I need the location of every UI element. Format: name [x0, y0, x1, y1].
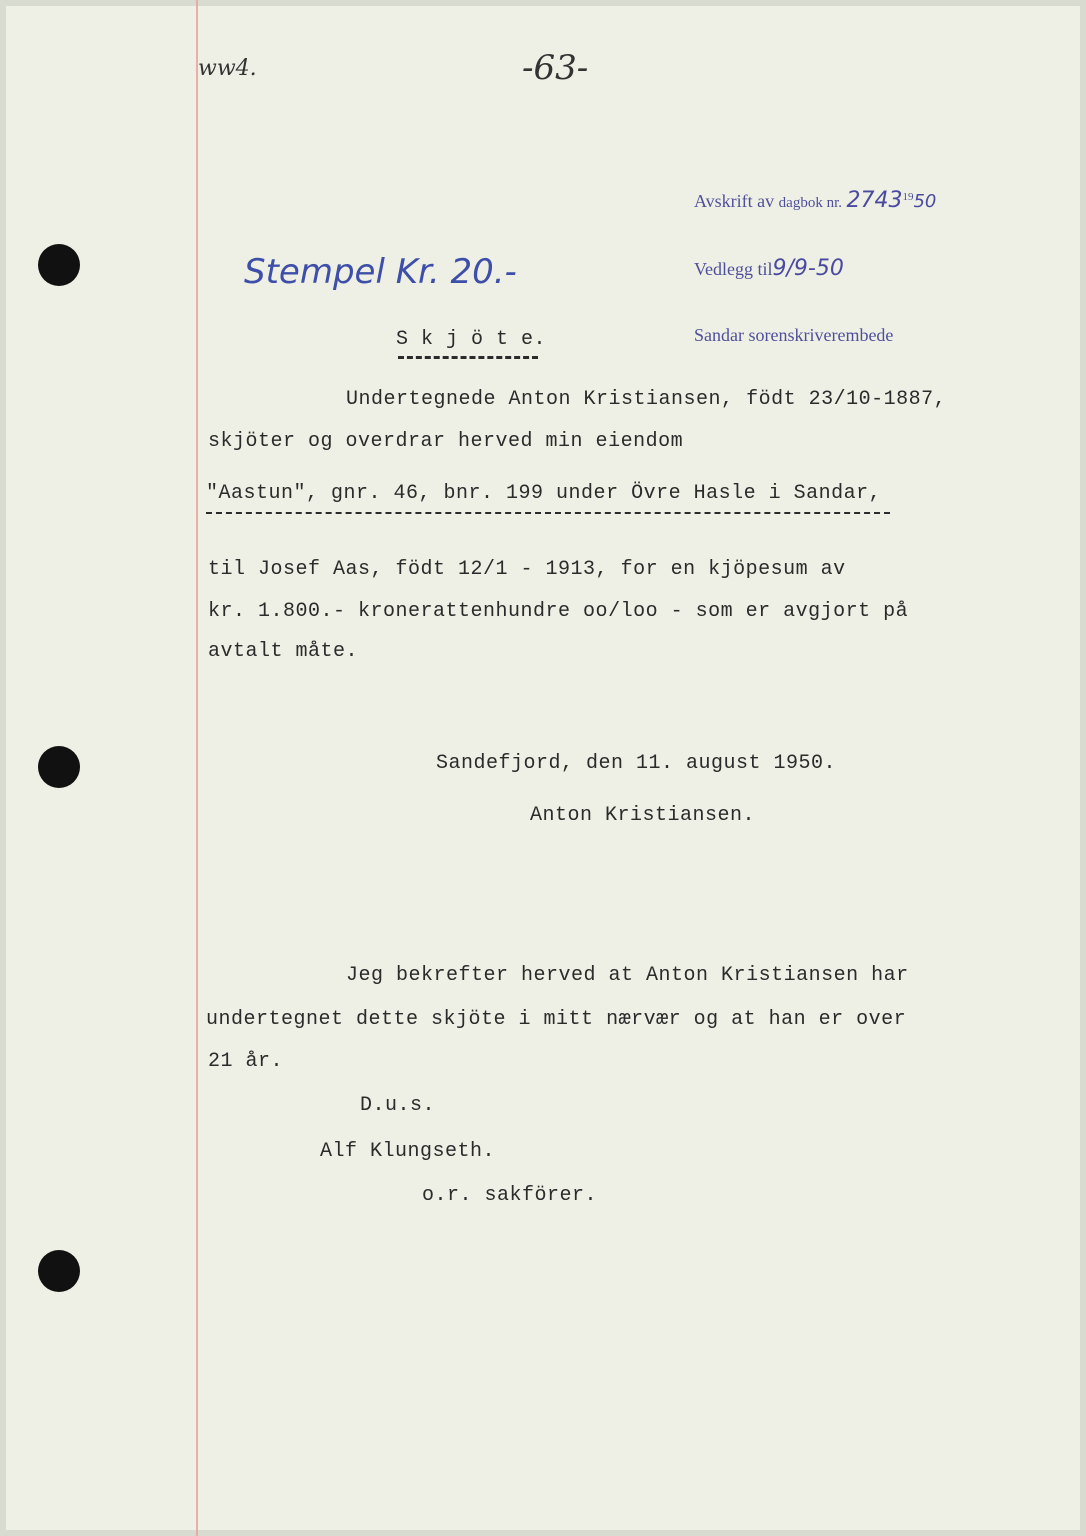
stamp-year: 50	[913, 191, 937, 212]
punch-hole-bottom	[38, 1250, 80, 1292]
stamp-dagbok-number: 2743	[846, 188, 903, 213]
punch-hole-top	[38, 244, 80, 286]
signer-name: Anton Kristiansen.	[530, 804, 756, 827]
registration-stamp	[694, 142, 936, 390]
witness-title: o.r. sakförer.	[422, 1184, 598, 1207]
margin-line	[196, 0, 198, 1536]
attestation-line1: Jeg bekrefter herved at Anton Kristiansen har	[346, 964, 909, 987]
body-p2-line1: til Josef Aas, födt 12/1 - 1913, for en kjöpesum av	[208, 558, 846, 581]
stamp-line-2	[694, 258, 936, 280]
stamp-line-1	[694, 186, 936, 214]
stamp-line-3	[694, 324, 936, 346]
body-p1-line3: "Aastun", gnr. 46, bnr. 199 under Övre Hasle i Sandar,	[206, 482, 882, 505]
stamp-avskrift: Avskrift av	[694, 191, 775, 211]
property-underline	[206, 512, 890, 514]
stamp-vedlegg: Vedlegg til	[694, 259, 773, 279]
punch-hole-middle	[38, 746, 80, 788]
body-p2-line2: kr. 1.800.- kronerattenhundre oo/loo - som er avgjort på	[208, 600, 909, 623]
stamp-office: Sandar sorenskriverembede	[694, 325, 894, 345]
attestation-line3: 21 år.	[208, 1050, 284, 1073]
stamp-date: 9/9-50	[772, 256, 844, 281]
corner-mark: ww4.	[198, 56, 257, 81]
document-title: S k j ö t e.	[396, 328, 547, 351]
page-number: -63-	[522, 48, 589, 88]
title-underline	[398, 356, 538, 359]
witness-name: Alf Klungseth.	[320, 1140, 496, 1163]
body-p1-line2: skjöter og overdrar herved min eiendom	[208, 430, 684, 453]
stamp-duty-note: Stempel Kr. 20.-	[244, 252, 517, 292]
attestation-line2: undertegnet dette skjöte i mitt nærvær og at han er over	[206, 1008, 907, 1031]
place-date: Sandefjord, den 11. august 1950.	[436, 752, 837, 775]
body-p1-line1: Undertegnede Anton Kristiansen, födt 23/10-1887,	[346, 388, 947, 411]
stamp-dagbok-label: dagbok nr.	[778, 195, 842, 211]
closing: D.u.s.	[360, 1094, 436, 1117]
body-p2-line3: avtalt måte.	[208, 640, 359, 663]
stamp-year-sup: 19	[902, 191, 914, 203]
